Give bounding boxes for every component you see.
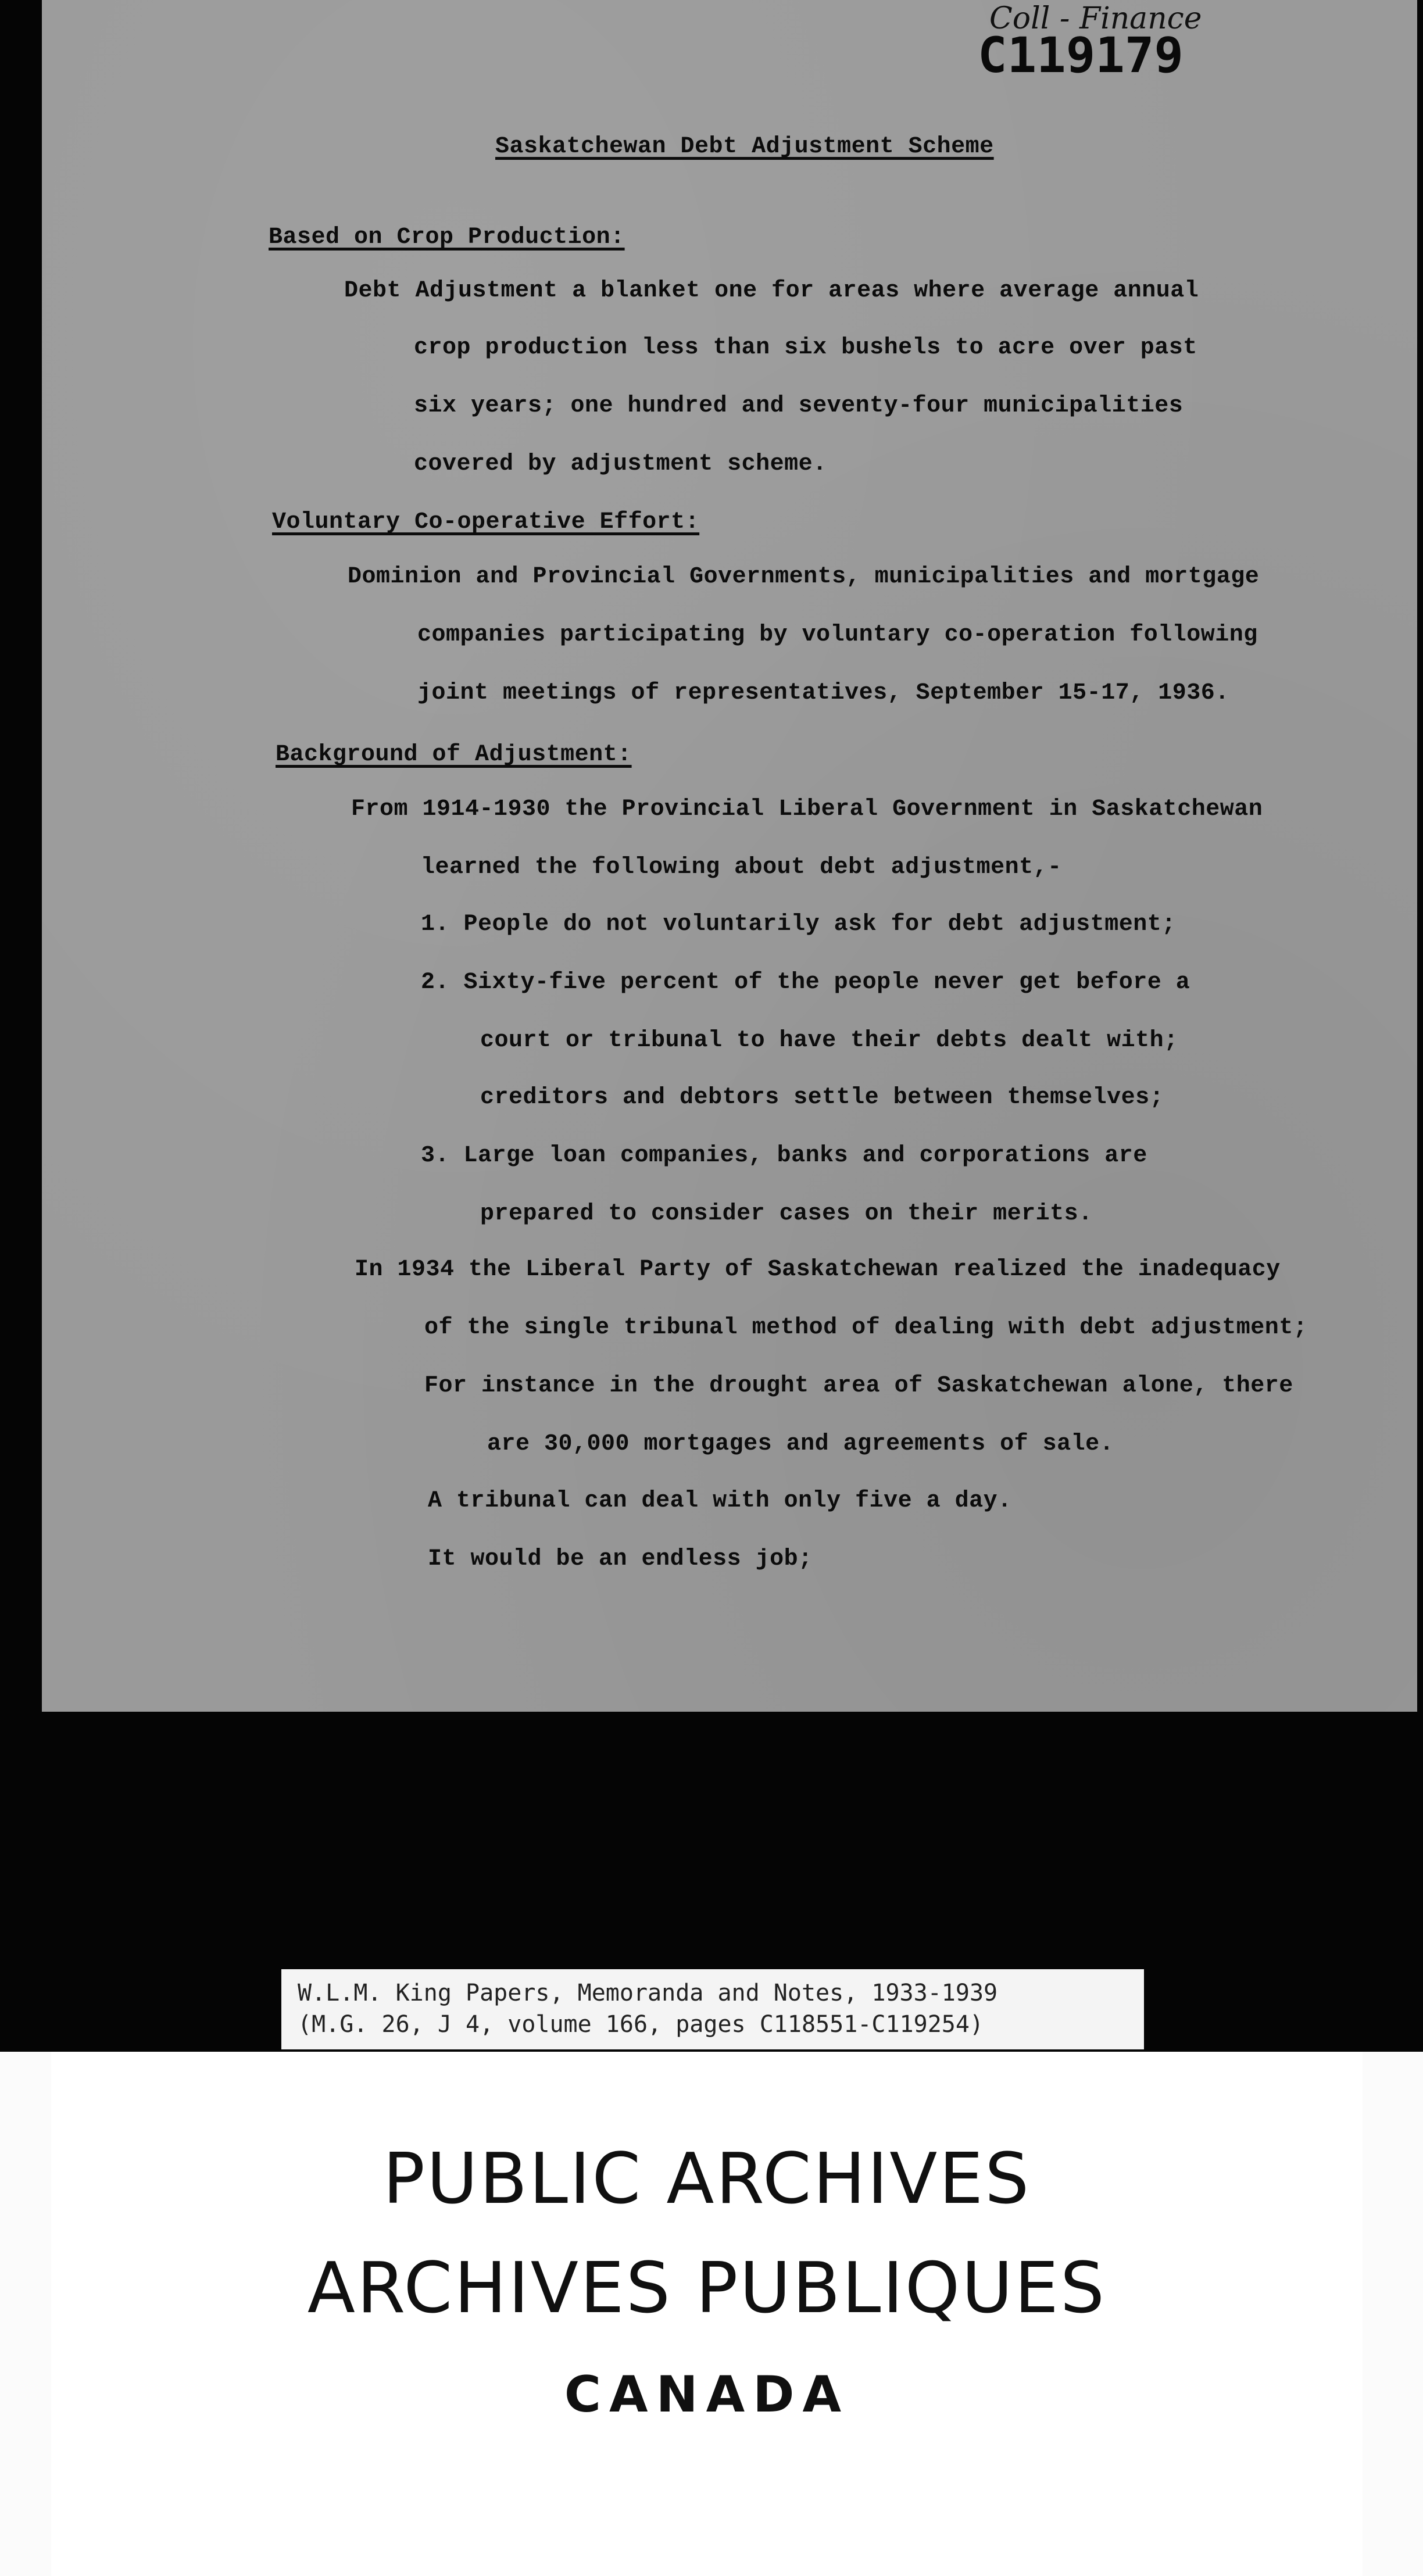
citation-line: (M.G. 26, J 4, volume 166, pages C118551-C119254) (298, 2011, 984, 2038)
list-item-continuation: prepared to consider cases on their merits. (480, 1201, 1093, 1227)
section1-line: Debt Adjustment a blanket one for areas where average annual (344, 278, 1199, 304)
archive-card-country: CANADA (564, 2366, 850, 2424)
list-item-continuation: creditors and debtors settle between themselves; (480, 1085, 1164, 1111)
archive-card (0, 2052, 1423, 2576)
memo-title: Saskatchewan Debt Adjustment Scheme (495, 134, 994, 160)
section-heading-crop-production: Based on Crop Production: (269, 224, 625, 251)
section1-line: six years; one hundred and seventy-four municipalities (414, 393, 1184, 419)
paragraph-line: In 1934 the Liberal Party of Saskatchewan realized the inadequacy (355, 1257, 1281, 1283)
citation-label (281, 1969, 1144, 2049)
typed-memo-page (42, 0, 1417, 1712)
list-item: 2. Sixty-five percent of the people never get before a (421, 969, 1190, 996)
section1-line: crop production less than six bushels to acre over past (414, 335, 1197, 361)
archive-card-face (51, 2052, 1363, 2576)
section2-line: Dominion and Provincial Governments, municipalities and mortgage (348, 564, 1260, 590)
section3-intro-line: From 1914-1930 the Provincial Liberal Government in Saskatchewan (351, 796, 1263, 822)
paragraph-line: It would be an endless job; (428, 1546, 813, 1572)
archive-card-title-english: PUBLIC ARCHIVES (382, 2139, 1031, 2220)
paragraph-line: For instance in the drought area of Saskatchewan alone, there (424, 1373, 1293, 1399)
section2-line: companies participating by voluntary co-operation following (417, 622, 1258, 648)
section1-line: covered by adjustment scheme. (414, 451, 827, 477)
paragraph-line: of the single tribunal method of dealing with debt adjustment; (424, 1315, 1308, 1341)
archive-card-title-french: ARCHIVES PUBLIQUES (307, 2248, 1107, 2329)
handwritten-annotation: Coll - Finance (989, 1, 1202, 36)
section-heading-background: Background of Adjustment: (276, 742, 632, 768)
paragraph-line: A tribunal can deal with only five a day. (428, 1488, 1012, 1514)
list-item: 3. Large loan companies, banks and corporations are (421, 1143, 1147, 1169)
section3-intro-line: learned the following about debt adjustment,- (421, 854, 1062, 881)
paragraph-line: are 30,000 mortgages and agreements of sale. (487, 1431, 1114, 1457)
section2-line: joint meetings of representatives, September 15-17, 1936. (417, 680, 1229, 706)
reference-number: C119179 (978, 27, 1184, 84)
section-heading-voluntary-effort: Voluntary Co-operative Effort: (272, 509, 700, 535)
citation-line: W.L.M. King Papers, Memoranda and Notes, 1933-1939 (298, 1980, 998, 2006)
list-item-continuation: court or tribunal to have their debts dealt with; (480, 1028, 1178, 1054)
list-item: 1. People do not voluntarily ask for debt adjustment; (421, 911, 1176, 938)
